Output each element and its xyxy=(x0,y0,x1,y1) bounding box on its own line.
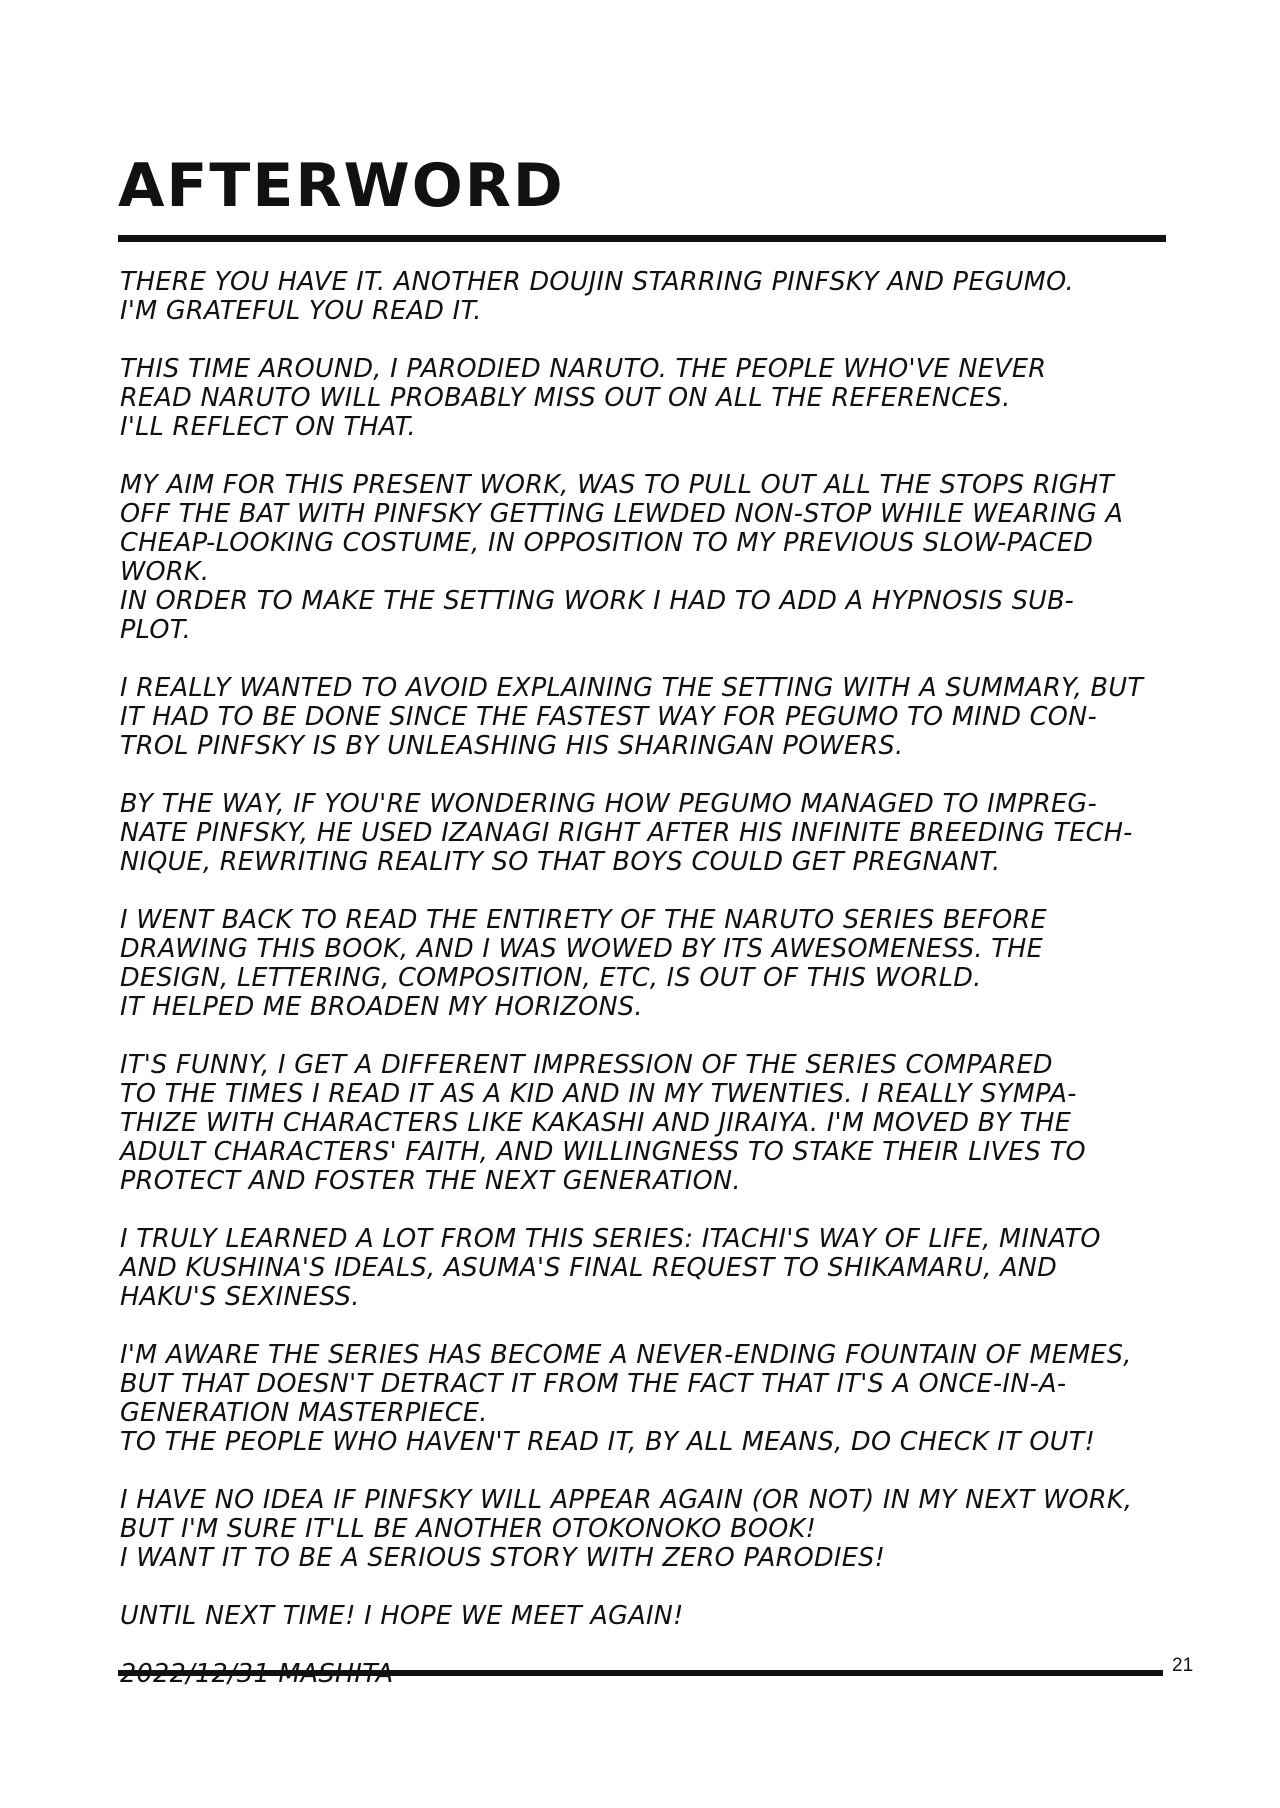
text-line: PROTECT AND FOSTER THE NEXT GENERATION. xyxy=(120,1166,741,1196)
paragraph xyxy=(120,1486,1170,1573)
paragraph xyxy=(120,1225,1170,1312)
text-line: HAKU'S SEXINESS. xyxy=(120,1282,360,1312)
paragraph xyxy=(120,790,1170,877)
text-line: NATE PINFSKY, HE USED IZANAGI RIGHT AFTER HIS INFINITE BREEDING TECH- xyxy=(120,818,1133,848)
paragraph xyxy=(120,355,1170,442)
text-line: OFF THE BAT WITH PINFSKY GETTING LEWDED NON-STOP WHILE WEARING A xyxy=(120,499,1124,529)
text-line: BY THE WAY, IF YOU'RE WONDERING HOW PEGUMO MANAGED TO IMPREG- xyxy=(120,789,1097,819)
text-line: UNTIL NEXT TIME! I HOPE WE MEET AGAIN! xyxy=(120,1601,684,1631)
text-line: DESIGN, LETTERING, COMPOSITION, ETC, IS OUT OF THIS WORLD. xyxy=(120,963,982,993)
text-line: BUT THAT DOESN'T DETRACT IT FROM THE FACT THAT IT'S A ONCE-IN-A- xyxy=(120,1369,1067,1399)
paragraph xyxy=(120,906,1170,1022)
text-line: THIZE WITH CHARACTERS LIKE KAKASHI AND JIRAIYA. I'M MOVED BY THE xyxy=(120,1108,1072,1138)
title-underline xyxy=(118,235,1166,242)
text-line: WORK. xyxy=(120,557,210,587)
text-line: THIS TIME AROUND, I PARODIED NARUTO. THE PEOPLE WHO'VE NEVER xyxy=(120,354,1047,384)
text-line: I'M AWARE THE SERIES HAS BECOME A NEVER-ENDING FOUNTAIN OF MEMES, xyxy=(120,1340,1132,1370)
text-line: GENERATION MASTERPIECE. xyxy=(120,1398,488,1428)
text-line: I WENT BACK TO READ THE ENTIRETY OF THE NARUTO SERIES BEFORE xyxy=(120,905,1047,935)
afterword-body xyxy=(120,268,1170,1689)
paragraph xyxy=(120,471,1170,645)
text-line: READ NARUTO WILL PROBABLY MISS OUT ON ALL THE REFERENCES. xyxy=(120,383,1011,413)
page-number: 21 xyxy=(1172,1655,1194,1676)
text-line: CHEAP-LOOKING COSTUME, IN OPPOSITION TO MY PREVIOUS SLOW-PACED xyxy=(120,528,1094,558)
text-line: NIQUE, REWRITING REALITY SO THAT BOYS COULD GET PREGNANT. xyxy=(120,847,1001,877)
text-line: IT HAD TO BE DONE SINCE THE FASTEST WAY FOR PEGUMO TO MIND CON- xyxy=(120,702,1098,732)
text-line: IN ORDER TO MAKE THE SETTING WORK I HAD TO ADD A HYPNOSIS SUB- xyxy=(120,586,1074,616)
text-line: TO THE PEOPLE WHO HAVEN'T READ IT, BY ALL MEANS, DO CHECK IT OUT! xyxy=(120,1427,1096,1457)
paragraph xyxy=(120,1051,1170,1196)
text-line: MY AIM FOR THIS PRESENT WORK, WAS TO PULL OUT ALL THE STOPS RIGHT xyxy=(120,470,1115,500)
text-line: I TRULY LEARNED A LOT FROM THIS SERIES: ITACHI'S WAY OF LIFE, MINATO xyxy=(120,1224,1101,1254)
text-line: TROL PINFSKY IS BY UNLEASHING HIS SHARINGAN POWERS. xyxy=(120,731,904,761)
text-line: DRAWING THIS BOOK, AND I WAS WOWED BY ITS AWESOMENESS. THE xyxy=(120,934,1044,964)
text-line: I'LL REFLECT ON THAT. xyxy=(120,412,416,442)
text-line: TO THE TIMES I READ IT AS A KID AND IN MY TWENTIES. I REALLY SYMPA- xyxy=(120,1079,1077,1109)
bottom-rule xyxy=(118,1670,1163,1676)
text-line: IT'S FUNNY, I GET A DIFFERENT IMPRESSION OF THE SERIES COMPARED xyxy=(120,1050,1053,1080)
text-line: BUT I'M SURE IT'LL BE ANOTHER OTOKONOKO BOOK! xyxy=(120,1514,817,1544)
text-line: I REALLY WANTED TO AVOID EXPLAINING THE SETTING WITH A SUMMARY, BUT xyxy=(120,673,1144,703)
text-line: AND KUSHINA'S IDEALS, ASUMA'S FINAL REQUEST TO SHIKAMARU, AND xyxy=(120,1253,1058,1283)
paragraph xyxy=(120,268,1170,326)
text-line: ADULT CHARACTERS' FAITH, AND WILLINGNESS TO STAKE THEIR LIVES TO xyxy=(120,1137,1086,1167)
text-line: THERE YOU HAVE IT. ANOTHER DOUJIN STARRING PINFSKY AND PEGUMO. xyxy=(120,267,1074,297)
paragraph xyxy=(120,1341,1170,1457)
paragraph xyxy=(120,674,1170,761)
text-line: I WANT IT TO BE A SERIOUS STORY WITH ZERO PARODIES! xyxy=(120,1543,886,1573)
text-line: PLOT. xyxy=(120,615,192,645)
text-line: I HAVE NO IDEA IF PINFSKY WILL APPEAR AGAIN (OR NOT) IN MY NEXT WORK, xyxy=(120,1485,1133,1515)
text-line: IT HELPED ME BROADEN MY HORIZONS. xyxy=(120,992,643,1022)
page-title: AFTERWORD xyxy=(118,151,565,221)
paragraph xyxy=(120,1602,1170,1631)
text-line: I'M GRATEFUL YOU READ IT. xyxy=(120,296,482,326)
